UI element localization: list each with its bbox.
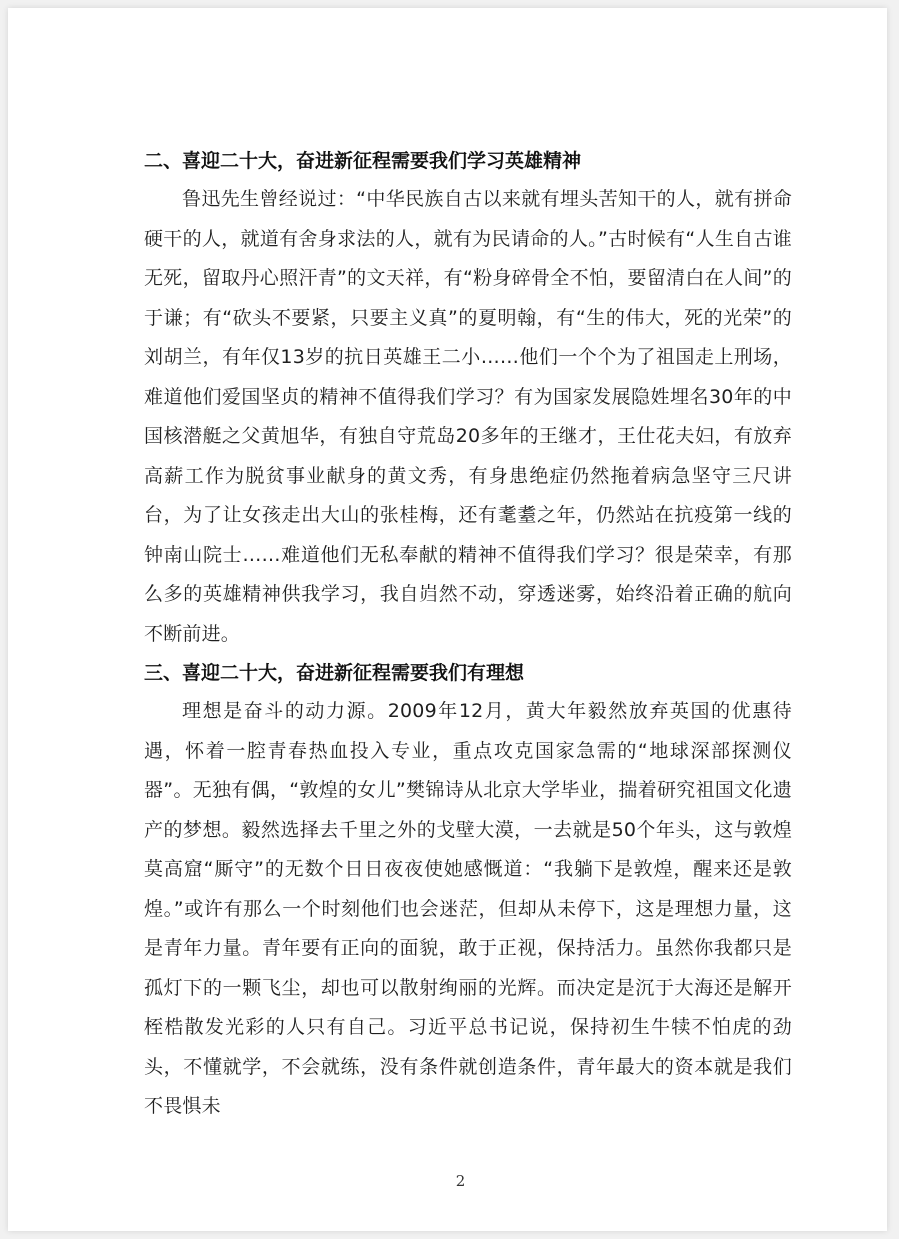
section-2-paragraph: 鲁迅先生曾经说过：“中华民族自古以来就有埋头苦知干的人，就有拼命硬干的人，就道有舍身求法的人，就有为民请命的人。”古时候有“人生自古谁无死，留取丹心照汗青”的文天祥，有“粉身碎骨全不怕，要留清白在人间”的于谦；有“砍头不要紧，只要主义真”的夏明翰，有“生的伟大，死的光荣”的刘胡兰，有年仅13岁的抗日英雄王二小……他们一个个为了祖国走上刑场，难道他们爱国坚贞的精神不值得我们学习？有为国家发展隐姓埋名30年的中国核潜艇之父黄旭华，有独自守荒岛20多年的王继才，王仕花夫妇，有放弃高薪工作为脱贫事业献身的黄文秀，有身患绝症仍然拖着病急坚守三尺讲台，为了让女孩走出大山的张桂梅，还有耄耋之年，仍然站在抗疫第一线的钟南山院士……难道他们无私奉献的精神不值得我们学习？很是荣幸，有那么多的英雄精神供我学习，我自岿然不动，穿透迷雾，始终沿着正确的航向不断前进。 [144, 188, 792, 645]
document-page [8, 8, 887, 1231]
document-body [144, 142, 792, 1127]
section-3-paragraph: 理想是奋斗的动力源。2009年12月，黄大年毅然放弃英国的优惠待遇，怀着一腔青春热血投入专业，重点攻克国家急需的“地球深部探测仪器”。无独有偶，“敦煌的女儿”樊锦诗从北京大学毕业，揣着研究祖国文化遗产的梦想。毅然选择去千里之外的戈壁大漠，一去就是50个年头，这与敦煌莫高窟“厮守”的无数个日日夜夜使她感慨道：“我躺下是敦煌，醒来还是敦煌。”或许有那么一个时刻他们也会迷茫，但却从未停下，这是理想力量，这是青年力量。青年要有正向的面貌，敢于正视，保持活力。虽然你我都只是孤灯下的一颗飞尘，却也可以散射绚丽的光辉。而决定是沉于大海还是解开桎梏散发光彩的人只有自己。习近平总书记说，保持初生牛犊不怕虎的劲头，不懂就学，不会就练，没有条件就创造条件，青年最大的资本就是我们不畏惧未 [144, 700, 792, 1117]
section-3-heading: 三、喜迎二十大，奋进新征程需要我们有理想 [144, 662, 525, 684]
page-number: 2 [455, 1172, 466, 1190]
section-2-heading: 二、喜迎二十大，奋进新征程需要我们学习英雄精神 [144, 150, 582, 172]
